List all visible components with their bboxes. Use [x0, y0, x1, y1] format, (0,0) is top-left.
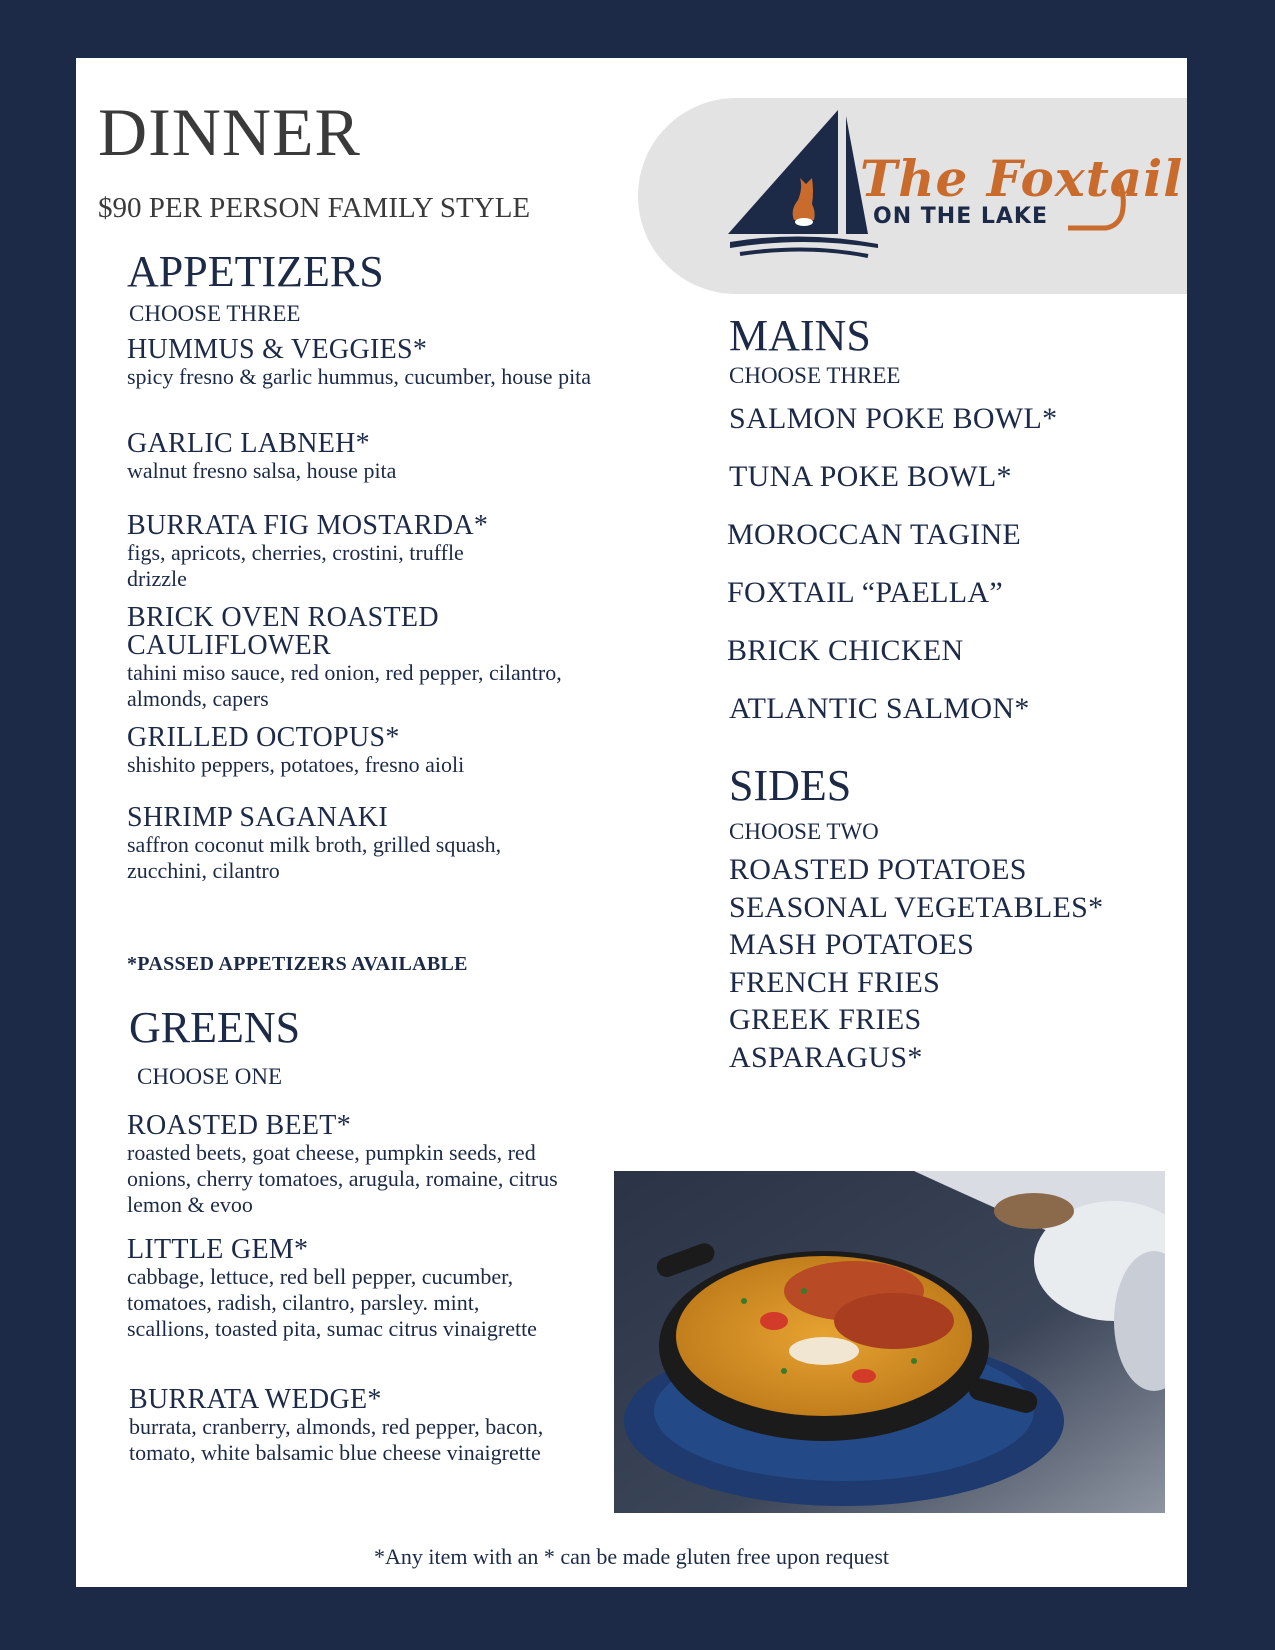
sides-heading: SIDES — [729, 761, 852, 810]
item-name: BURRATA FIG MOSTARDA* — [127, 510, 489, 541]
item-name: ROASTED BEET* — [127, 1110, 352, 1141]
mains-heading: MAINS — [729, 311, 871, 360]
side-item: MASH POTATOES — [729, 928, 975, 961]
brand-underline-icon — [1066, 176, 1136, 236]
side-item: ROASTED POTATOES — [729, 853, 1027, 886]
main-item: BRICK CHICKEN — [727, 634, 964, 667]
item-name: SHRIMP SAGANAKI — [127, 802, 388, 833]
menu-item — [127, 602, 562, 712]
item-description: saffron coconut milk broth, grilled squash, zucchini, cilantro — [127, 832, 502, 883]
paella-dish-photo — [614, 1171, 1165, 1513]
side-item: SEASONAL VEGETABLES* — [729, 890, 1104, 924]
item-name: GARLIC LABNEH* — [127, 428, 370, 459]
side-item: FRENCH FRIES — [729, 965, 941, 999]
price-subtitle: $90 PER PERSON FAMILY STYLE — [98, 192, 531, 224]
menu-item — [127, 512, 597, 592]
appetizers-heading: APPETIZERS — [127, 247, 384, 296]
menu-page — [76, 58, 1187, 1587]
sailboat-logo-icon — [728, 108, 878, 268]
item-description: walnut fresno salsa, house pita — [127, 458, 397, 483]
sides-list — [729, 851, 1103, 1076]
main-item: FOXTAIL “PAELLA” — [727, 576, 1003, 609]
item-name: HUMMUS & VEGGIES* — [127, 334, 428, 365]
item-description: roasted beets, goat cheese, pumpkin seeds, red onions, cherry tomatoes, arugula, romaine, citrus lemon & evoo — [127, 1140, 558, 1217]
item-description: burrata, cranberry, almonds, red pepper, bacon, tomato, white balsamic blue cheese vinaigrette — [129, 1414, 544, 1465]
sides-choose: CHOOSE TWO — [729, 819, 879, 844]
mains-choose: CHOOSE THREE — [729, 363, 901, 388]
side-item: GREEK FRIES — [729, 1003, 922, 1036]
menu-item — [127, 430, 597, 484]
item-description: cabbage, lettuce, red bell pepper, cucumber, tomatoes, radish, cilantro, parsley. mint, scallions, toasted pita, sumac citrus vinaigrette — [127, 1264, 537, 1341]
item-description: spicy fresno & garlic hummus, cucumber, house pita — [127, 364, 592, 389]
brand-name: The Foxtail — [860, 149, 1184, 208]
main-item: SALMON POKE BOWL* — [729, 402, 1058, 435]
brand-tagline: ON THE LAKE — [873, 204, 1049, 229]
menu-item — [129, 1386, 549, 1466]
item-name: BURRATA WEDGE* — [129, 1384, 382, 1415]
item-name: LITTLE GEM* — [127, 1234, 309, 1265]
item-name: BRICK OVEN ROASTED CAULIFLOWER — [127, 602, 439, 661]
item-name: GRILLED OCTOPUS* — [127, 722, 400, 753]
menu-item — [127, 1236, 547, 1342]
greens-heading: GREENS — [129, 1003, 301, 1052]
side-item: ASPARAGUS* — [729, 1040, 923, 1074]
passed-appetizers-note: *PASSED APPETIZERS AVAILABLE — [127, 953, 468, 975]
page-title: DINNER — [98, 94, 361, 170]
main-item: MOROCCAN TAGINE — [727, 518, 1022, 551]
menu-item — [127, 724, 597, 778]
menu-item — [127, 804, 597, 884]
item-description: tahini miso sauce, red onion, red pepper, cilantro, almonds, capers — [127, 660, 562, 711]
menu-item — [127, 1112, 567, 1218]
greens-choose: CHOOSE ONE — [137, 1064, 283, 1089]
item-description: shishito peppers, potatoes, fresno aioli — [127, 752, 465, 777]
main-item: ATLANTIC SALMON* — [729, 692, 1030, 725]
menu-item — [127, 336, 597, 390]
gluten-free-footnote: *Any item with an * can be made gluten free upon request — [373, 1544, 889, 1569]
main-item: TUNA POKE BOWL* — [729, 460, 1012, 493]
appetizers-choose: CHOOSE THREE — [129, 301, 301, 326]
item-description: figs, apricots, cherries, crostini, truffle drizzle — [127, 540, 464, 591]
